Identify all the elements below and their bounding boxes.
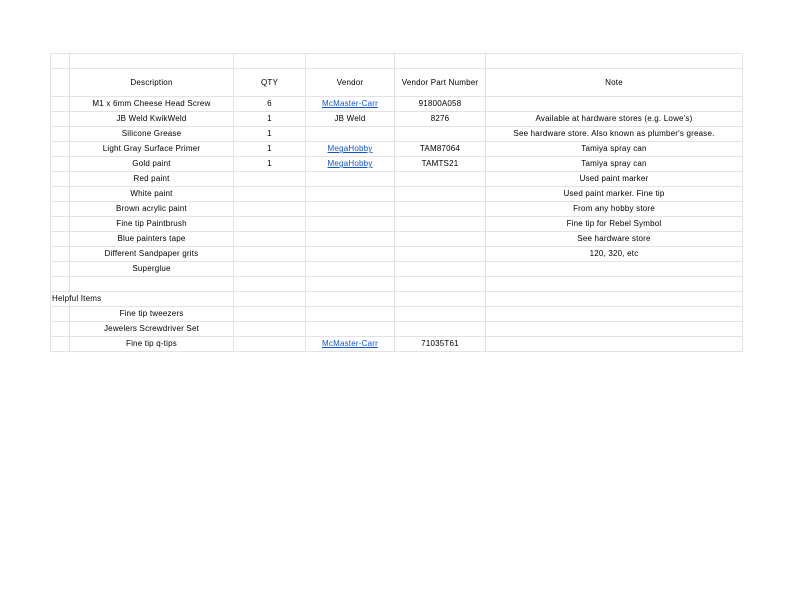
vendor-cell	[306, 172, 395, 187]
table-row	[51, 187, 743, 202]
qty-cell	[234, 172, 306, 187]
table-row	[51, 247, 743, 262]
note-cell: Tamiya spray can	[486, 142, 743, 157]
qty-cell	[234, 232, 306, 247]
cell	[70, 54, 234, 69]
qty-cell	[234, 202, 306, 217]
header-vendor: Vendor	[306, 69, 395, 97]
cell	[51, 69, 70, 97]
part-number-cell	[395, 202, 486, 217]
part-number-cell	[395, 172, 486, 187]
description-cell: Silicone Grease	[70, 127, 234, 142]
cell	[486, 277, 743, 292]
description-cell: Superglue	[70, 262, 234, 277]
cell	[395, 277, 486, 292]
table-row	[51, 217, 743, 232]
cell	[234, 277, 306, 292]
cell	[306, 54, 395, 69]
qty-cell: 1	[234, 142, 306, 157]
cell	[51, 97, 70, 112]
note-cell: Used paint marker	[486, 172, 743, 187]
part-number-cell	[395, 127, 486, 142]
description-cell: Jewelers Screwdriver Set	[70, 322, 234, 337]
description-cell: Fine tip tweezers	[70, 307, 234, 322]
table-row	[51, 307, 743, 322]
vendor-cell	[306, 262, 395, 277]
part-number-cell: TAMTS21	[395, 157, 486, 172]
table-row	[51, 232, 743, 247]
description-cell: Gold paint	[70, 157, 234, 172]
vendor-cell	[306, 127, 395, 142]
vendor-cell	[306, 142, 395, 157]
cell	[51, 277, 70, 292]
description-cell: Fine tip q-tips	[70, 337, 234, 352]
table-row	[51, 142, 743, 157]
cell	[70, 277, 234, 292]
qty-cell: 1	[234, 112, 306, 127]
cell	[234, 54, 306, 69]
description-cell: JB Weld KwikWeld	[70, 112, 234, 127]
table-row	[51, 262, 743, 277]
note-cell: Fine tip for Rebel Symbol	[486, 217, 743, 232]
vendor-cell	[306, 247, 395, 262]
part-number-cell: 71035T61	[395, 337, 486, 352]
description-cell: Fine tip Paintbrush	[70, 217, 234, 232]
cell	[51, 232, 70, 247]
cell	[51, 54, 70, 69]
note-cell: See hardware store	[486, 232, 743, 247]
vendor-link[interactable]: MegaHobby	[327, 159, 373, 168]
qty-cell	[234, 337, 306, 352]
cell	[486, 292, 743, 307]
part-number-cell: TAM87064	[395, 142, 486, 157]
description-cell: Red paint	[70, 172, 234, 187]
note-cell	[486, 307, 743, 322]
helpful-items-row	[51, 292, 743, 307]
qty-cell: 1	[234, 157, 306, 172]
description-cell: White paint	[70, 187, 234, 202]
part-number-cell: 91800A058	[395, 97, 486, 112]
part-number-cell: 8276	[395, 112, 486, 127]
cell	[306, 292, 395, 307]
description-cell: Different Sandpaper grits	[70, 247, 234, 262]
cell	[51, 322, 70, 337]
cell	[51, 247, 70, 262]
parts-sheet	[50, 53, 743, 352]
note-cell	[486, 262, 743, 277]
qty-cell	[234, 262, 306, 277]
cell	[51, 187, 70, 202]
spacer-row	[51, 54, 743, 69]
header-note: Note	[486, 69, 743, 97]
table-row	[51, 337, 743, 352]
vendor-cell: JB Weld	[306, 112, 395, 127]
table-row	[51, 97, 743, 112]
header-qty: QTY	[234, 69, 306, 97]
cell	[51, 307, 70, 322]
vendor-cell	[306, 337, 395, 352]
cell	[51, 112, 70, 127]
note-cell: Tamiya spray can	[486, 157, 743, 172]
cell	[51, 157, 70, 172]
description-cell: Light Gray Surface Primer	[70, 142, 234, 157]
part-number-cell	[395, 307, 486, 322]
vendor-cell	[306, 217, 395, 232]
part-number-cell	[395, 247, 486, 262]
qty-cell: 6	[234, 97, 306, 112]
cell	[395, 54, 486, 69]
cell	[51, 217, 70, 232]
qty-cell	[234, 322, 306, 337]
helpful-items-title: Helpful Items	[49, 292, 213, 307]
sheet-body	[51, 54, 743, 352]
note-cell	[486, 97, 743, 112]
vendor-cell	[306, 232, 395, 247]
note-cell: See hardware store. Also known as plumber's grease.	[486, 127, 743, 142]
cell	[51, 142, 70, 157]
part-number-cell	[395, 322, 486, 337]
note-cell: Used paint marker. Fine tip	[486, 187, 743, 202]
table-row	[51, 112, 743, 127]
qty-cell	[234, 187, 306, 202]
cell	[51, 172, 70, 187]
table-row	[51, 172, 743, 187]
qty-cell	[234, 217, 306, 232]
header-row	[51, 69, 743, 97]
header-part-number: Vendor Part Number	[395, 69, 486, 97]
vendor-link[interactable]: MegaHobby	[327, 144, 373, 153]
vendor-cell	[306, 202, 395, 217]
part-number-cell	[395, 232, 486, 247]
qty-cell	[234, 307, 306, 322]
qty-cell	[234, 247, 306, 262]
table-row	[51, 202, 743, 217]
qty-cell: 1	[234, 127, 306, 142]
vendor-cell	[306, 307, 395, 322]
part-number-cell	[395, 262, 486, 277]
note-cell	[486, 322, 743, 337]
note-cell	[486, 337, 743, 352]
table-row	[51, 127, 743, 142]
cell	[395, 292, 486, 307]
table-row	[51, 157, 743, 172]
description-cell: M1 x 6mm Cheese Head Screw	[70, 97, 234, 112]
note-cell: Available at hardware stores (e.g. Lowe's)	[486, 112, 743, 127]
part-number-cell	[395, 217, 486, 232]
vendor-cell	[306, 97, 395, 112]
vendor-link[interactable]: McMaster-Carr	[322, 339, 378, 348]
cell	[51, 337, 70, 352]
cell	[306, 277, 395, 292]
table-row	[51, 322, 743, 337]
note-cell: 120, 320, etc	[486, 247, 743, 262]
cell	[51, 127, 70, 142]
cell	[234, 292, 306, 307]
vendor-cell	[306, 322, 395, 337]
part-number-cell	[395, 187, 486, 202]
vendor-cell	[306, 157, 395, 172]
cell	[51, 262, 70, 277]
description-cell: Blue painters tape	[70, 232, 234, 247]
note-cell: From any hobby store	[486, 202, 743, 217]
spacer-row	[51, 277, 743, 292]
vendor-cell	[306, 187, 395, 202]
cell	[486, 54, 743, 69]
description-cell: Brown acrylic paint	[70, 202, 234, 217]
vendor-link[interactable]: McMaster-Carr	[322, 99, 378, 108]
cell	[51, 202, 70, 217]
header-description: Description	[70, 69, 234, 97]
